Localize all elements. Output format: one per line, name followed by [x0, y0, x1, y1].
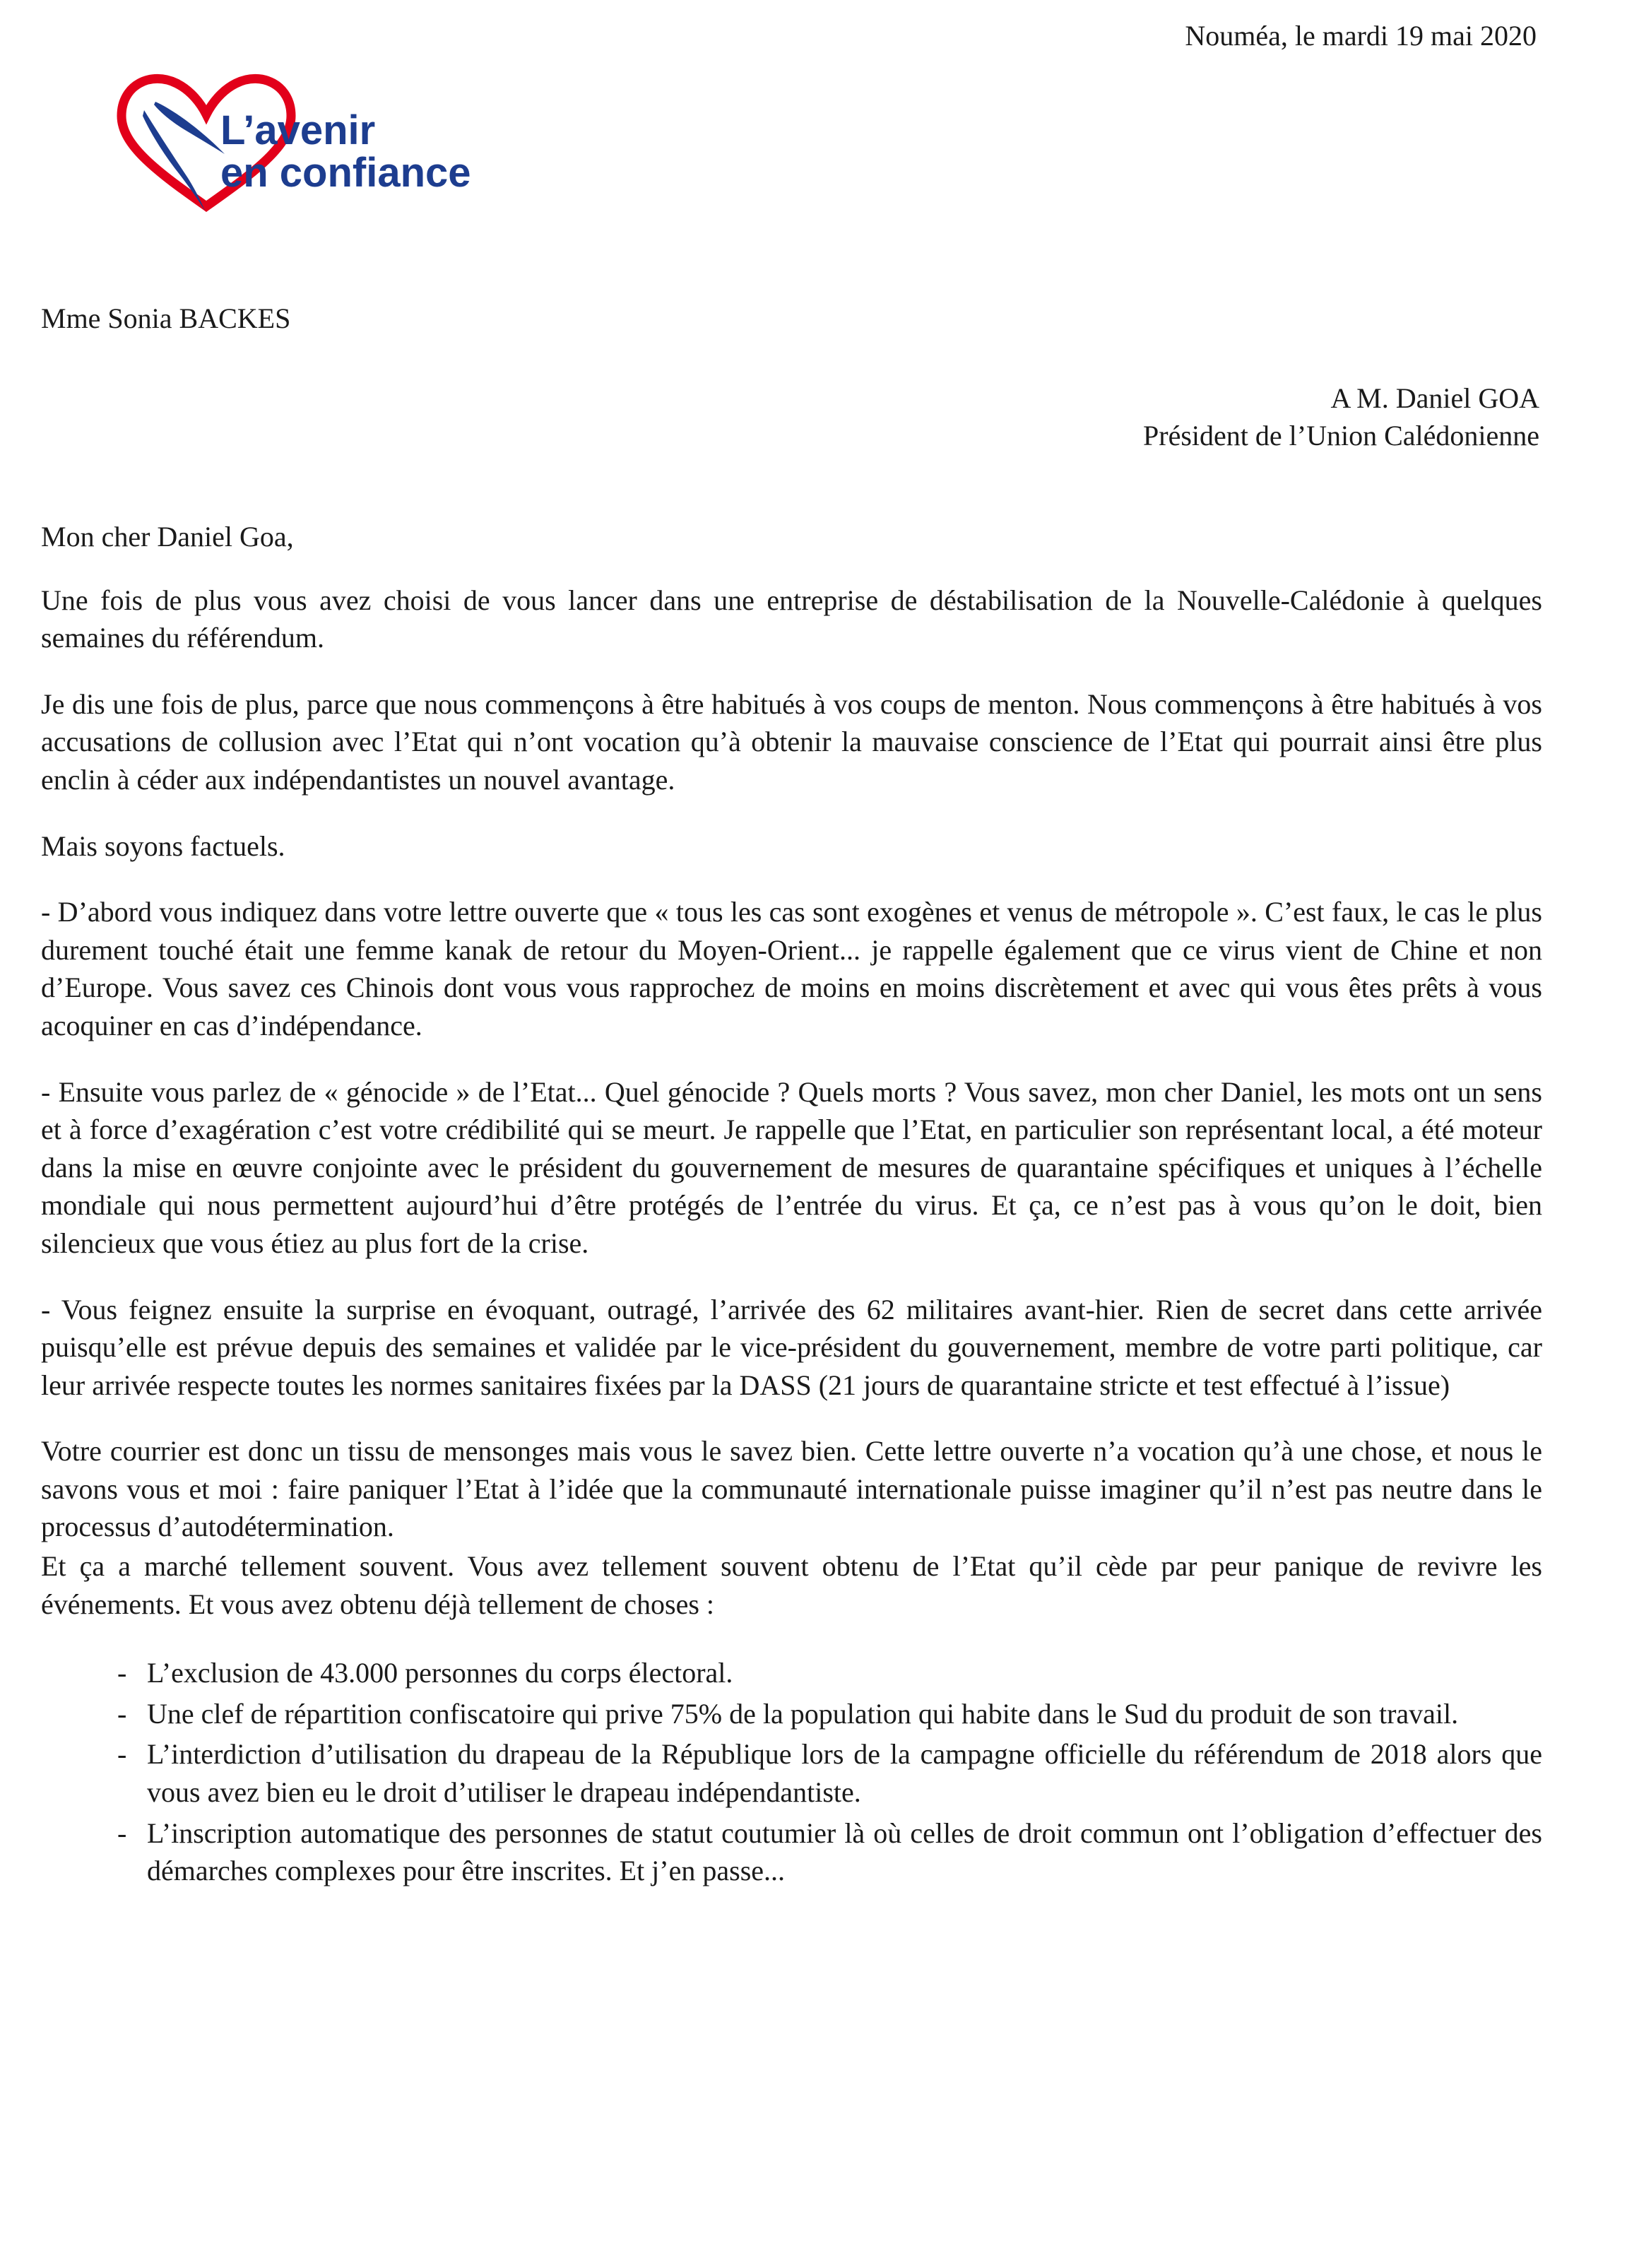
paragraph: - Ensuite vous parlez de « génocide » de l’Etat... Quel génocide ? Quels morts ? Vous savez, mon cher Daniel, les mots ont un sens et à force d’exagération c’est votre crédibilité qui se meurt. Je rappelle que l’Etat, en particulier son représentant local, a été moteur dans la mise en œuvre conjointe avec le président du gouvernement de mesures de quarantaine spécifiques et uniques à l’échelle mondiale qui nous permettent aujourd’hui d’être protégés de l’entrée du virus. Et ça, ce n’est pas à vous qu’on le doit, bien silencieux que vous étiez au plus fort de la crise.: [41, 1075, 1542, 1259]
obtained-items-list: [41, 1654, 1542, 1890]
date-line: Nouméa, le mardi 19 mai 2020: [1185, 20, 1537, 52]
paragraph: Mais soyons factuels.: [41, 829, 285, 862]
paragraph: Et ça a marché tellement souvent. Vous avez tellement souvent obtenu de l’Etat qu’il cède par peur panique de revivre les événements. Et vous avez obtenu déjà tellement de choses :: [41, 1550, 1542, 1620]
recipient-title: Président de l’Union Calédonienne: [1143, 419, 1539, 451]
list-item: - Une clef de répartition confiscatoire qui prive 75% de la population qui habite dans le Sud du produit de son travail.: [41, 1695, 1542, 1733]
recipient-block: [32, 380, 1549, 455]
sender-name: Mme Sonia BACKES: [41, 302, 291, 334]
list-item: - L’exclusion de 43.000 personnes du corps électoral.: [41, 1654, 1542, 1692]
paragraph: - D’abord vous indiquez dans votre lettre ouverte que « tous les cas sont exogènes et venus de métropole ». C’est faux, le cas le plus durement touché était une femme kanak de retour du Moyen-Orient... je rappelle également que ce virus vient de Chine et non d’Europe. Vous savez ces Chinois dont vous vous rapprochez de moins en moins discrètement et avec qui vous êtes prêts à vous acoquiner en cas d’indépendance.: [41, 896, 1542, 1041]
letter-body: [41, 581, 1542, 1890]
avenir-en-confiance-logo-icon: [100, 61, 496, 252]
salutation: Mon cher Daniel Goa,: [41, 520, 294, 553]
paragraph: - Vous feignez ensuite la surprise en évoquant, outragé, l’arrivée des 62 militaires avant-hier. Rien de secret dans cette arrivée puisqu’elle est prévue depuis des semaines et validée par le vice-président du gouvernement, membre de votre parti politique, car leur arrivée respecte toutes les normes sanitaires fixées par la DASS (21 jours de quarantaine stricte et test effectué à l’issue): [41, 1293, 1542, 1401]
paragraph: Votre courrier est donc un tissu de mensonges mais vous le savez bien. Cette lettre ouverte n’a vocation qu’à une chose, et nous le savons vous et moi : faire paniquer l’Etat à l’idée que la communauté internationale puisse imaginer qu’il n’est pas neutre dans le processus d’autodétermination.: [41, 1435, 1542, 1543]
paragraph: Une fois de plus vous avez choisi de vous lancer dans une entreprise de déstabilisation de la Nouvelle-Calédonie à quelques semaines du référendum.: [41, 584, 1542, 654]
logo-line1: L’avenir: [220, 107, 376, 153]
list-item: - L’inscription automatique des personnes de statut coutumier là où celles de droit commun ont l’obligation d’effectuer des démarches complexes pour être inscrites. Et j’en passe...: [41, 1814, 1542, 1890]
paragraph: Je dis une fois de plus, parce que nous commençons à être habitués à vos coups de menton. Nous commençons à être habitués à vos accusations de collusion avec l’Etat qui n’ont vocation qu’à obtenir la mauvaise conscience de l’Etat qui pourrait ainsi être plus enclin à céder aux indépendantistes un nouvel avantage.: [41, 687, 1542, 796]
list-item: - L’interdiction d’utilisation du drapeau de la République lors de la campagne officielle du référendum de 2018 alors que vous avez bien eu le droit d’utiliser le drapeau indépendantiste.: [41, 1735, 1542, 1811]
logo: [100, 61, 496, 252]
recipient-name: A M. Daniel GOA: [1330, 382, 1539, 414]
logo-line2: en confiance: [220, 150, 471, 196]
